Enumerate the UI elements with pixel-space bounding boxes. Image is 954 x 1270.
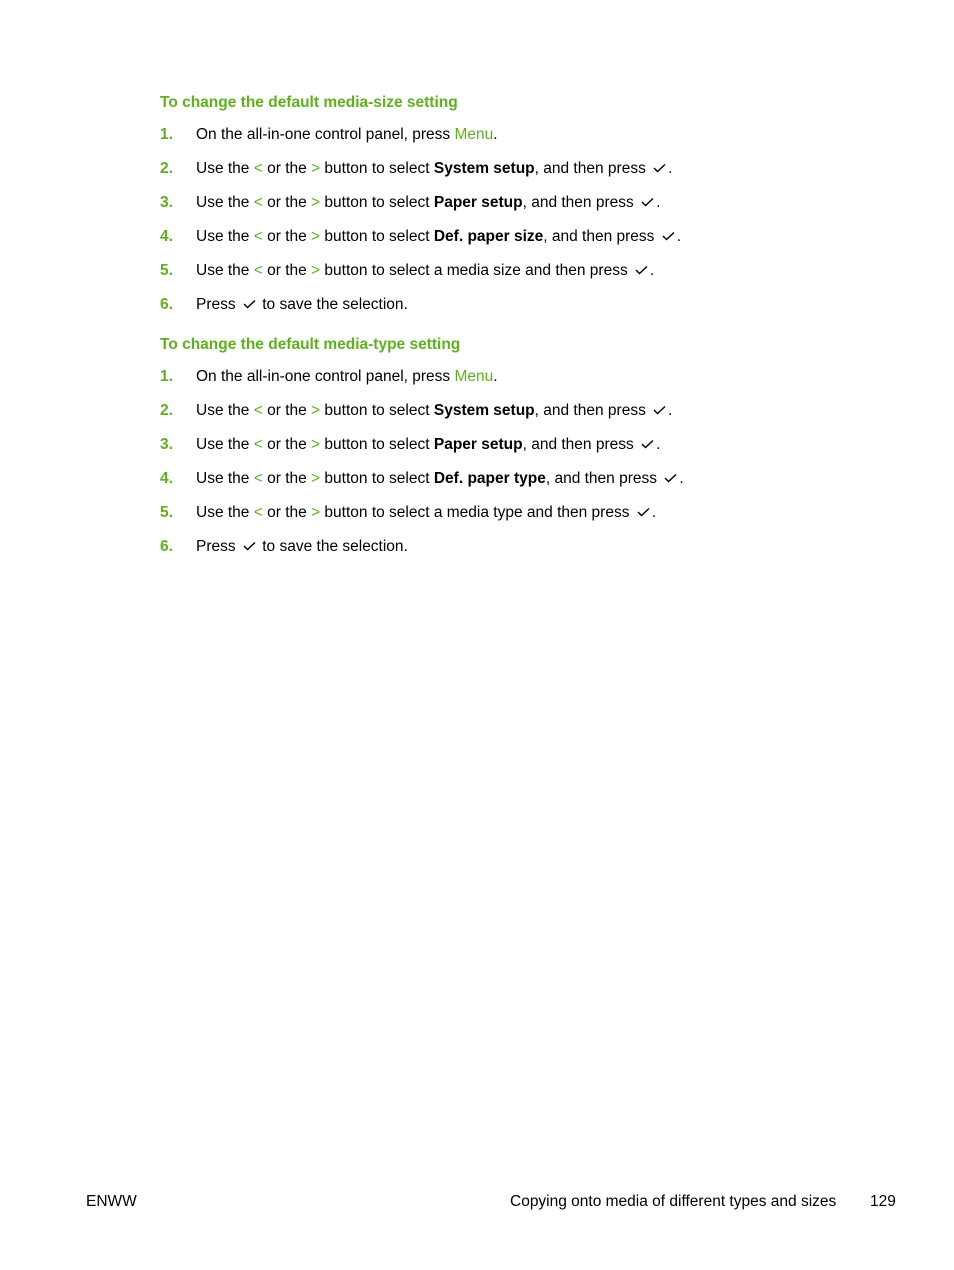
step-number: 5. xyxy=(160,262,173,279)
control-label: > xyxy=(311,402,321,419)
text-run: or the xyxy=(262,504,312,521)
text-run: . xyxy=(651,504,657,521)
text-run: , and then press xyxy=(543,228,659,245)
step-number: 6. xyxy=(160,538,173,555)
page-number: 129 xyxy=(870,1193,896,1210)
step-text xyxy=(196,435,660,455)
control-label: Menu xyxy=(454,126,494,143)
text-run: button to select xyxy=(320,160,434,177)
step-text xyxy=(196,469,684,489)
checkmark-icon xyxy=(664,473,677,483)
text-run: button to select xyxy=(320,228,434,245)
step-number: 5. xyxy=(160,504,173,521)
control-label: < xyxy=(253,194,263,211)
step-number: 1. xyxy=(160,126,173,143)
step-number: 4. xyxy=(160,470,173,487)
text-run: or the xyxy=(262,262,312,279)
menu-item-name: Def. paper size xyxy=(433,228,544,245)
checkmark-icon xyxy=(641,439,654,449)
menu-item-name: Paper setup xyxy=(433,436,523,453)
control-label: > xyxy=(311,262,321,279)
menu-item-name: System setup xyxy=(433,402,535,419)
text-run: or the xyxy=(262,194,312,211)
step-number: 1. xyxy=(160,368,173,385)
text-run: Use the xyxy=(196,228,254,245)
step-text xyxy=(196,295,408,315)
step-number: 6. xyxy=(160,296,173,313)
text-run: button to select xyxy=(320,470,434,487)
step-text xyxy=(196,261,654,281)
step-text xyxy=(196,367,498,387)
step-text xyxy=(196,227,681,247)
text-run: On the all-in-one control panel, press xyxy=(196,126,455,143)
step-number: 4. xyxy=(160,228,173,245)
step-text xyxy=(196,193,660,213)
text-run: button to select a media type and then press xyxy=(320,504,634,521)
footer-left-label: ENWW xyxy=(86,1193,137,1210)
text-run: . xyxy=(656,436,661,453)
checkmark-icon xyxy=(653,163,666,173)
text-run: or the xyxy=(262,436,312,453)
checkmark-icon xyxy=(641,197,654,207)
step-text xyxy=(196,401,672,421)
text-run: or the xyxy=(262,228,312,245)
text-run: button to select xyxy=(320,402,434,419)
text-run: button to select xyxy=(320,194,434,211)
step-number: 2. xyxy=(160,402,173,419)
checkmark-icon xyxy=(662,231,675,241)
text-run: . xyxy=(493,368,498,385)
text-run: Use the xyxy=(196,402,254,419)
menu-item-name: Def. paper type xyxy=(433,470,546,487)
control-label: < xyxy=(253,436,263,453)
text-run: Use the xyxy=(196,436,254,453)
checkmark-icon xyxy=(637,507,650,517)
control-label: Menu xyxy=(454,368,494,385)
checkmark-icon xyxy=(635,265,648,275)
text-run: , and then press xyxy=(522,436,639,453)
text-run: Use the xyxy=(196,194,254,211)
control-label: > xyxy=(311,504,321,521)
text-run: . xyxy=(668,160,673,177)
checkmark-icon xyxy=(653,405,666,415)
checkmark-icon xyxy=(243,541,256,551)
text-run: Use the xyxy=(196,160,254,177)
menu-item-name: Paper setup xyxy=(433,194,523,211)
step-text xyxy=(196,159,672,179)
footer-chapter-title: Copying onto media of different types and sizes xyxy=(510,1193,837,1210)
text-run: button to select a media size and then press xyxy=(320,262,633,279)
control-label: < xyxy=(253,160,263,177)
text-run: , and then press xyxy=(522,194,639,211)
text-run: , and then press xyxy=(534,402,651,419)
text-run: . xyxy=(676,228,682,245)
text-run: to save the selection. xyxy=(257,296,408,313)
step-text xyxy=(196,503,656,523)
control-label: < xyxy=(253,228,263,245)
control-label: > xyxy=(311,436,321,453)
text-run: to save the selection. xyxy=(257,538,408,555)
step-number: 3. xyxy=(160,194,173,211)
text-run: . xyxy=(656,194,661,211)
step-text xyxy=(196,537,408,557)
text-run: or the xyxy=(262,402,312,419)
text-run: Use the xyxy=(196,504,254,521)
text-run: . xyxy=(668,402,673,419)
text-run: , and then press xyxy=(545,470,662,487)
text-run: Use the xyxy=(196,470,254,487)
text-run: Use the xyxy=(196,262,254,279)
section-heading-media-type: To change the default media-type setting xyxy=(160,336,461,353)
control-label: > xyxy=(311,228,321,245)
section-heading-media-size: To change the default media-size setting xyxy=(160,94,458,111)
text-run: . xyxy=(650,262,655,279)
menu-item-name: System setup xyxy=(433,160,535,177)
control-label: > xyxy=(311,194,321,211)
checkmark-icon xyxy=(243,299,256,309)
text-run: or the xyxy=(262,160,312,177)
control-label: < xyxy=(253,262,263,279)
text-run: or the xyxy=(262,470,312,487)
control-label: < xyxy=(253,402,263,419)
text-run: . xyxy=(679,470,684,487)
step-number: 2. xyxy=(160,160,173,177)
control-label: < xyxy=(253,504,263,521)
text-run: , and then press xyxy=(534,160,651,177)
step-number: 3. xyxy=(160,436,173,453)
text-run: Press xyxy=(196,296,240,313)
text-run: . xyxy=(493,126,498,143)
text-run: button to select xyxy=(320,436,434,453)
control-label: > xyxy=(311,160,321,177)
control-label: > xyxy=(311,470,321,487)
text-run: On the all-in-one control panel, press xyxy=(196,368,455,385)
control-label: < xyxy=(253,470,263,487)
text-run: Press xyxy=(196,538,240,555)
step-text xyxy=(196,125,498,145)
